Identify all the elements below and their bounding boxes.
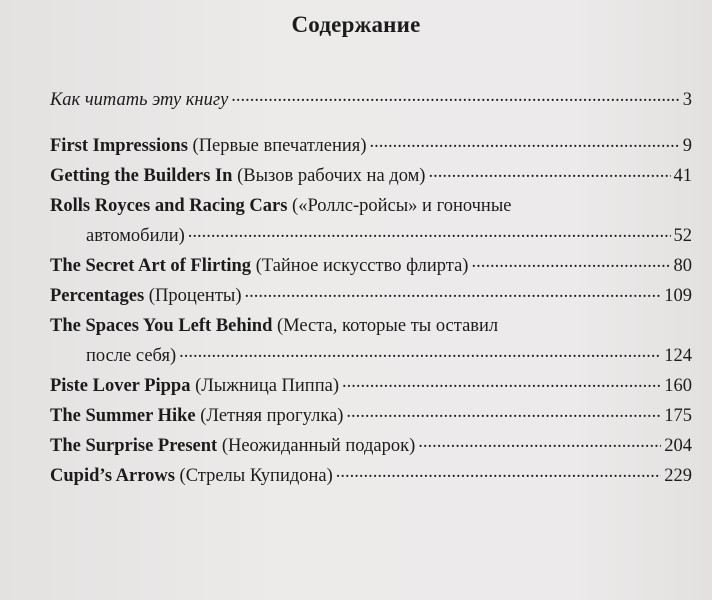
toc-entry (50, 431, 692, 461)
toc-entry-intro (50, 86, 692, 115)
toc-title-ru-continued: после себя) (86, 346, 177, 366)
dot-leader (346, 405, 661, 419)
dot-leader (471, 255, 670, 269)
toc-entry (50, 281, 692, 311)
page-title: Содержание (291, 12, 421, 37)
toc-entry (50, 461, 692, 491)
toc-title-ru: (Первые впечатления) (192, 136, 367, 156)
dot-leader (245, 285, 662, 299)
toc-intro-label: Как читать эту книгу (50, 90, 229, 110)
dot-leader (231, 89, 679, 103)
toc-entry (50, 371, 692, 401)
toc-title-en: The Surprise Present (50, 436, 218, 456)
toc-page-number: 109 (664, 286, 692, 306)
toc-title-en: Piste Lover Pippa (50, 376, 191, 396)
toc-entry (50, 401, 692, 431)
toc-title-en: Percentages (50, 286, 145, 306)
toc-page-number: 9 (682, 136, 692, 156)
toc-title-en: First Impressions (50, 136, 188, 156)
toc-title-en: Rolls Royces and Racing Cars (50, 196, 288, 216)
toc-title-en: The Summer Hike (50, 406, 196, 426)
toc-entry (50, 131, 692, 161)
toc-page-number: 3 (682, 90, 692, 110)
toc-title-ru: (Места, которые ты оставил (277, 316, 499, 336)
toc-title-ru: (Тайное искусство флирта) (255, 256, 469, 276)
toc-title-en: Cupid’s Arrows (50, 466, 175, 486)
toc-title-en: The Spaces You Left Behind (50, 316, 273, 336)
toc-title-ru: («Роллс-ройсы» и гоночные (292, 196, 512, 216)
toc-title-ru: (Проценты) (148, 286, 242, 306)
toc-page-number: 124 (664, 346, 692, 366)
dot-leader (179, 345, 661, 359)
dot-leader (342, 375, 661, 389)
toc-page-number: 204 (664, 436, 692, 456)
toc-title-ru-continued: автомобили) (86, 226, 185, 246)
dot-leader (188, 225, 671, 239)
toc-title-ru: (Стрелы Купидона) (179, 466, 333, 486)
toc-entry (50, 191, 692, 251)
toc-title-ru: (Лыжница Пиппа) (195, 376, 339, 396)
toc-entry (50, 311, 692, 371)
dot-leader (336, 465, 661, 479)
toc-title-ru: (Неожиданный подарок) (221, 436, 416, 456)
toc-title-ru: (Летняя прогулка) (200, 406, 344, 426)
toc-title-en: The Secret Art of Flirting (50, 256, 252, 276)
table-of-contents (50, 86, 692, 491)
toc-page-number: 41 (673, 166, 692, 186)
toc-page-number: 229 (664, 466, 692, 486)
toc-entry (50, 251, 692, 281)
toc-page-number: 80 (673, 256, 692, 276)
toc-page-number: 160 (664, 376, 692, 396)
toc-entry (50, 161, 692, 191)
toc-title-en: Getting the Builders In (50, 166, 233, 186)
toc-page-number: 175 (664, 406, 692, 426)
toc-title-ru: (Вызов рабочих на дом) (237, 166, 426, 186)
toc-page-number: 52 (673, 226, 692, 246)
dot-leader (428, 165, 670, 179)
dot-leader (418, 435, 661, 449)
dot-leader (369, 135, 679, 149)
